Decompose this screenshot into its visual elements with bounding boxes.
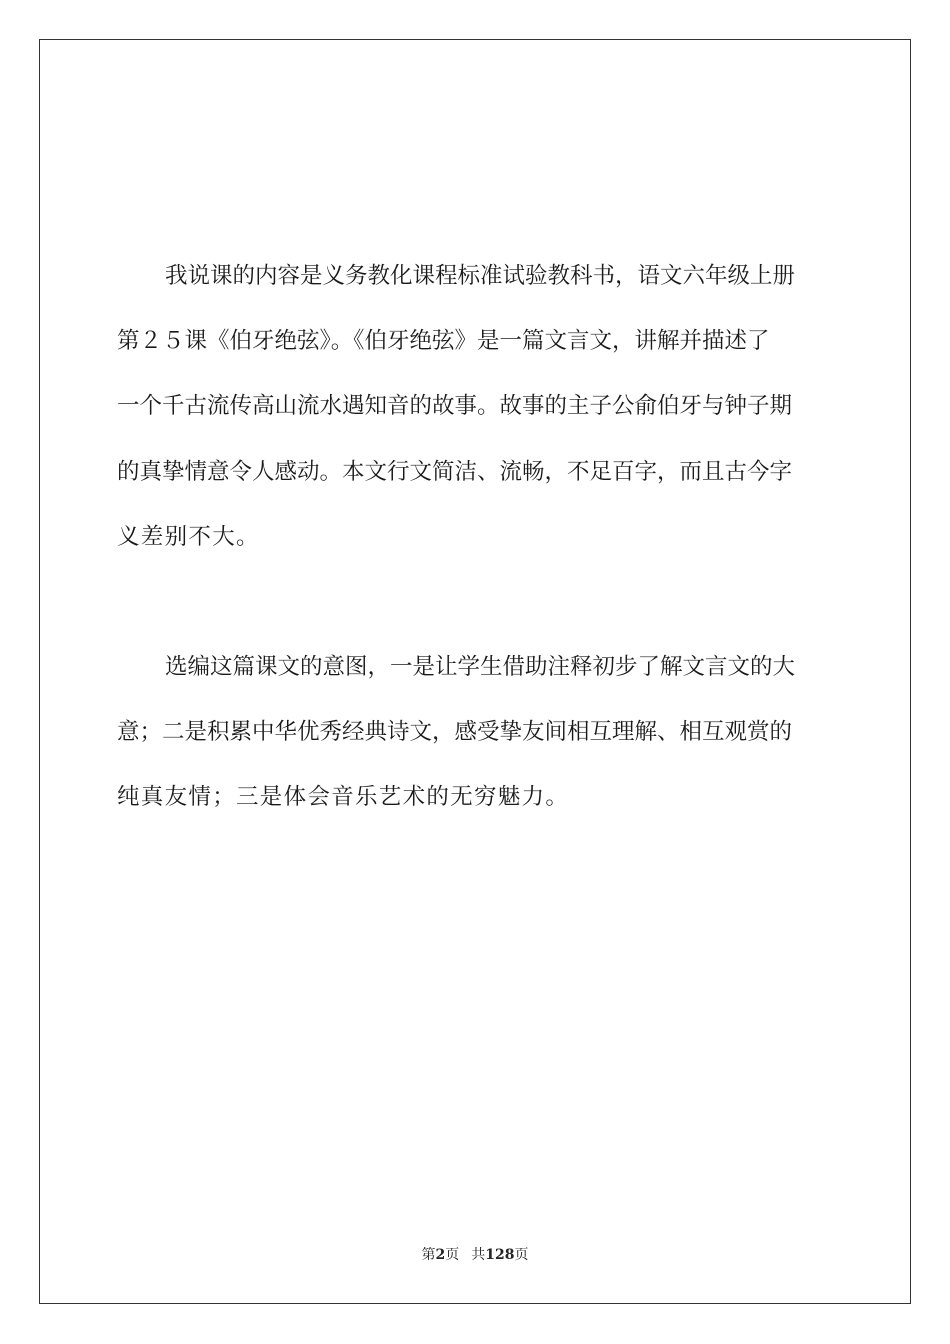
paragraph-1 (117, 244, 832, 570)
paragraph-line: 意；二是积累中华优秀经典诗文，感受挚友间相互理解、相互观赏的 (117, 719, 793, 746)
footer-page-suffix: 页 (445, 1247, 460, 1263)
paragraph-2 (117, 635, 832, 831)
document-body (117, 244, 832, 831)
footer-page-prefix: 第 (421, 1247, 436, 1263)
paragraph-line: 选编这篇课文的意图，一是让学生借助注释初步了解文言文的大 (165, 653, 796, 680)
paragraph-line: 一个千古流传高山流水遇知音的故事。故事的主子公俞伯牙与钟子期 (117, 393, 793, 420)
footer-page-number: 2 (435, 1247, 446, 1263)
footer-total-prefix: 共 (471, 1247, 486, 1263)
paragraph-line: 义差别不大。 (117, 523, 260, 550)
paragraph-line: 的真挚情意令人感动。本文行文简洁、流畅，不足百字，而且古今字 (117, 458, 793, 485)
footer-total-suffix: 页 (514, 1247, 529, 1263)
footer-total-pages: 128 (485, 1247, 515, 1263)
paragraph-line: 我说课的内容是义务教化课程标准试验教科书，语文六年级上册 (165, 263, 796, 289)
page-footer (0, 1245, 950, 1265)
paragraph-line: 第２５课《伯牙绝弦》。《伯牙绝弦》是一篇文言文，讲解并描述了 (117, 328, 770, 355)
paragraph-line: 纯真友情；三是体会音乐艺术的无穷魅力。 (117, 784, 570, 811)
